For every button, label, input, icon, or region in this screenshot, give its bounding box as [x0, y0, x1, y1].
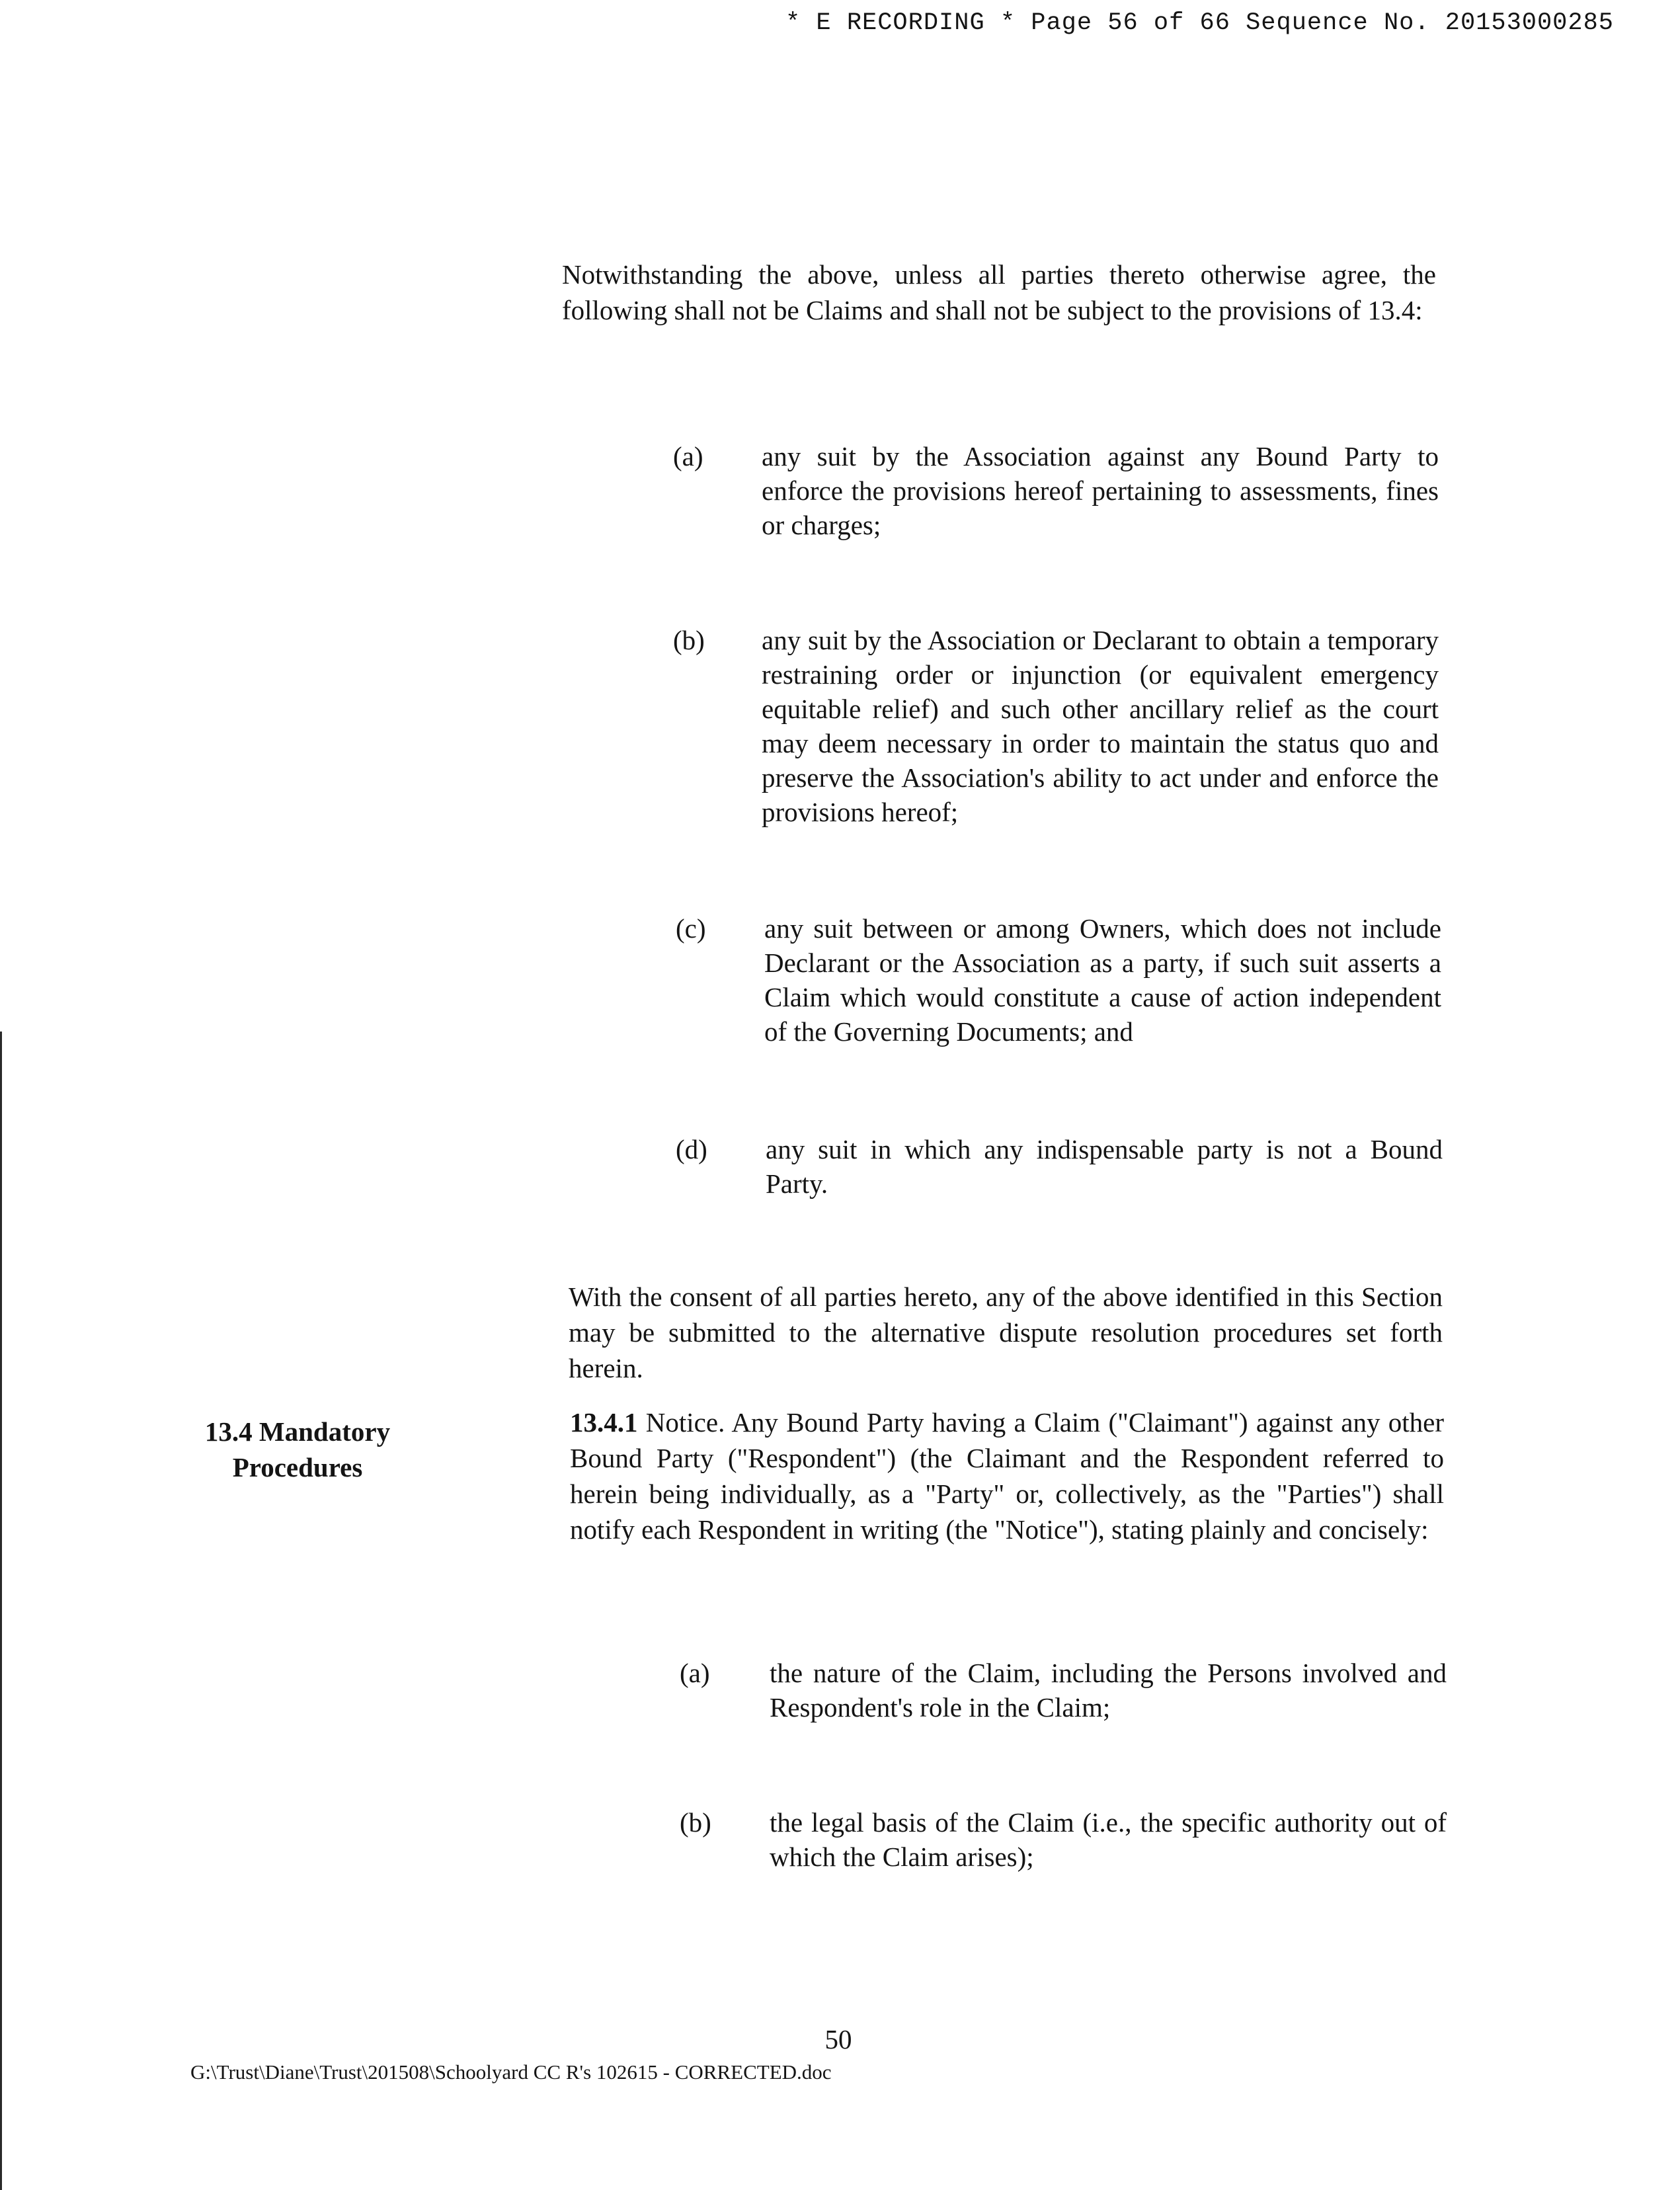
notice-item-text: the nature of the Claim, including the Persons involved and Respondent's role in the Claim;: [770, 1658, 1447, 1723]
notice-item-b: [680, 1805, 1447, 1878]
section-heading-line: 13.4 Mandatory: [204, 1416, 391, 1447]
scan-edge-line: [0, 1032, 2, 2190]
subsection-text: Notice. Any Bound Party having a Claim ("Claimant") against any other Bound Party ("Respondent") (the Claimant and the Respondent referred to herein being individually, as a "Party" or, collectively, as the "Parties") shall notify each Respondent in writing (the "Notice"), stating plainly and concisely:: [570, 1407, 1444, 1545]
exclusion-item-a: [673, 439, 1439, 545]
notice-item-text: the legal basis of the Claim (i.e., the specific authority out of which the Claim arises);: [770, 1807, 1447, 1872]
subsection-13-4-1-paragraph: [570, 1404, 1444, 1547]
exclusion-item-text: any suit by the Association or Declarant to obtain a temporary restraining order or injunction (or equivalent emergency equitable relief) and such other ancillary relief as the court may deem necessary in order to maintain the status quo and preserve the Association's ability to act under and enforce the provisions hereof;: [762, 625, 1439, 827]
exclusion-item-label: (b): [673, 625, 705, 655]
exclusion-item-d: [676, 1132, 1443, 1205]
notice-item-a: [680, 1656, 1447, 1728]
exclusion-item-text: any suit in which any indispensable party is not a Bound Party.: [766, 1134, 1443, 1199]
notice-item-label: (b): [680, 1807, 711, 1838]
exclusion-item-label: (c): [676, 913, 706, 944]
recording-header: * E RECORDING * Page 56 of 66 Sequence No. 20153000285: [785, 9, 1614, 37]
subsection-number: 13.4.1: [570, 1407, 638, 1438]
document-file-path: G:\Trust\Diane\Trust\201508\Schoolyard CC R's 102615 - CORRECTED.doc: [190, 2060, 832, 2084]
exclusion-item-text: any suit between or among Owners, which does not include Declarant or the Association as a party, if such suit asserts a Claim which would constitute a cause of action independent of the Governing Documents; and: [764, 913, 1441, 1047]
exclusion-item-text: any suit by the Association against any Bound Party to enforce the provisions hereof pertaining to assessments, fines or charges;: [762, 441, 1439, 540]
section-intro-paragraph: Notwithstanding the above, unless all parties thereto otherwise agree, the following shall not be Claims and shall not be subject to the provisions of 13.4:: [562, 259, 1436, 325]
exclusion-item-c: [676, 911, 1441, 1050]
exclusion-item-b: [673, 623, 1439, 834]
section-13-4-heading: [159, 1414, 436, 1485]
exclusion-item-label: (d): [676, 1134, 707, 1164]
exclusion-item-label: (a): [673, 441, 703, 471]
notice-item-label: (a): [680, 1658, 710, 1688]
consent-paragraph: With the consent of all parties hereto, any of the above identified in this Section may be submitted to the alternative dispute resolution procedures set forth herein.: [569, 1281, 1443, 1383]
page-number: 50: [824, 2024, 852, 2054]
section-heading-line: Procedures: [232, 1452, 363, 1482]
